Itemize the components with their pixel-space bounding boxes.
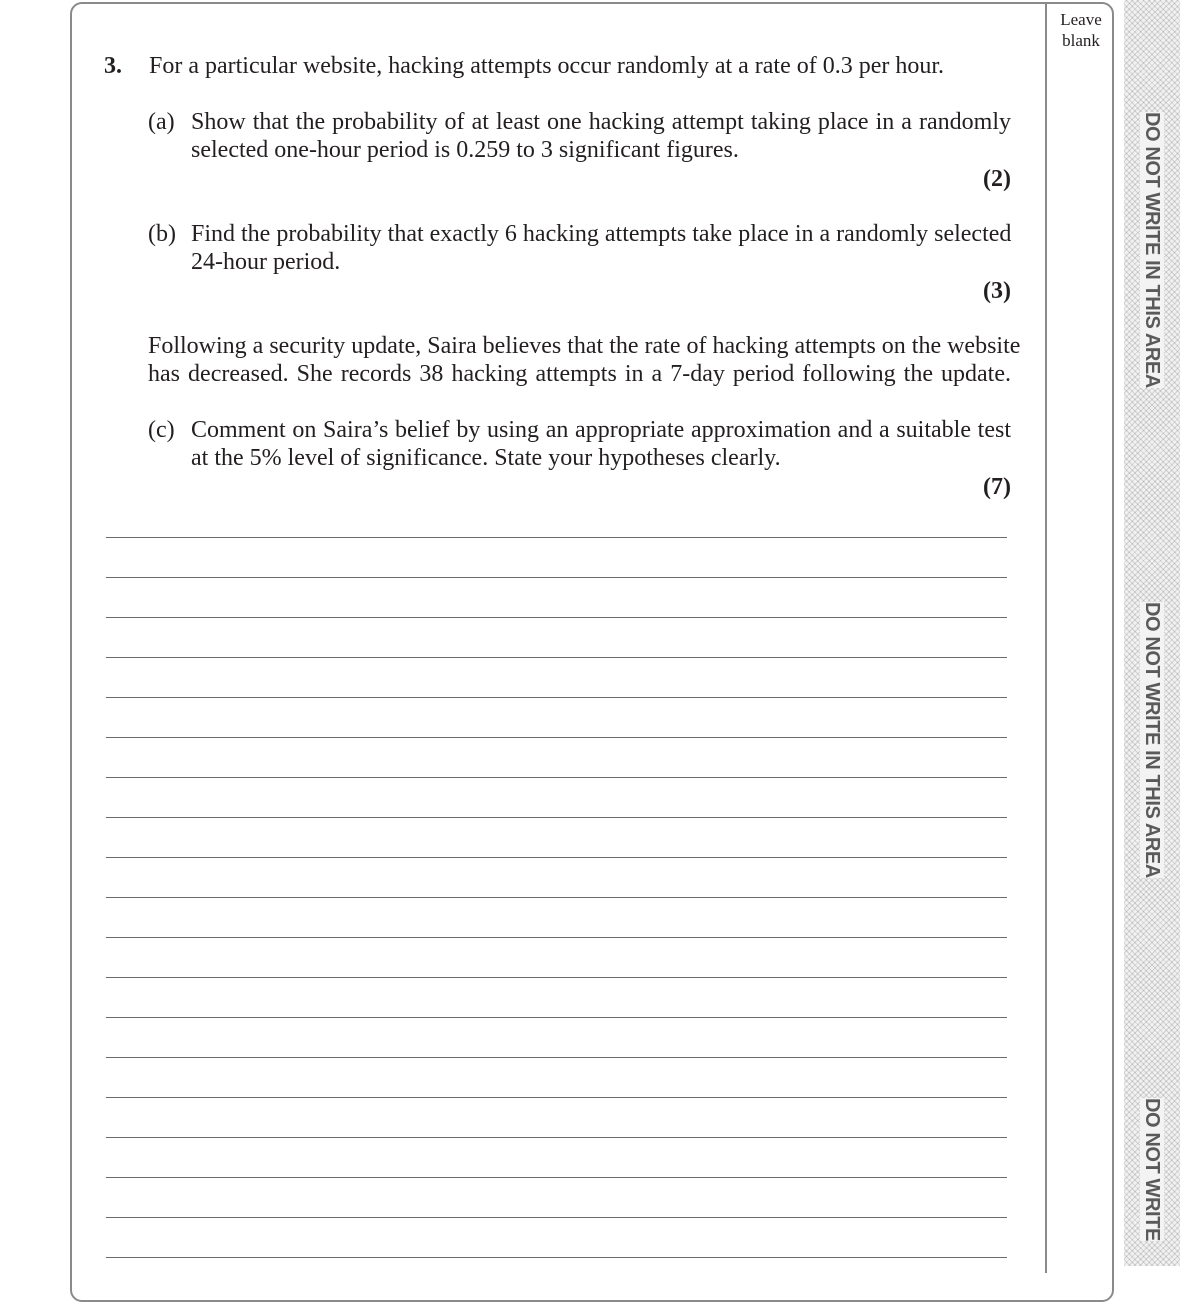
part-a-marks: (2): [983, 166, 1011, 192]
answer-line[interactable]: [106, 537, 1007, 538]
part-b-text: [191, 220, 1011, 276]
answer-line[interactable]: [106, 977, 1007, 978]
answer-line[interactable]: [106, 737, 1007, 738]
part-a-line: Show that the probability of at least one hacking attempt taking place in a randomly: [191, 109, 1011, 135]
part-b-line: 24-hour period.: [191, 249, 341, 275]
leave-blank-label: [1050, 9, 1112, 51]
answer-line[interactable]: [106, 1257, 1007, 1258]
part-c-marks: (7): [983, 474, 1011, 500]
answer-line[interactable]: [106, 617, 1007, 618]
answer-line[interactable]: [106, 897, 1007, 898]
part-b-marks: (3): [983, 278, 1011, 304]
answer-line[interactable]: [106, 937, 1007, 938]
answer-line[interactable]: [106, 817, 1007, 818]
answer-line[interactable]: [106, 1217, 1007, 1218]
context-paragraph: [148, 332, 1021, 388]
margin-divider: [1045, 3, 1047, 1273]
do-not-write-warning: DO NOT WRITE IN THIS AREA: [1141, 112, 1163, 388]
part-b-line: Find the probability that exactly 6 hacking attempts take place in a randomly selected: [191, 221, 1012, 247]
answer-line[interactable]: [106, 1097, 1007, 1098]
answer-line[interactable]: [106, 1017, 1007, 1018]
part-b-label: (b): [148, 221, 176, 247]
part-c-label: (c): [148, 417, 175, 443]
answer-line[interactable]: [106, 1137, 1007, 1138]
question-number: 3.: [104, 53, 122, 79]
part-a-line: selected one-hour period is 0.259 to 3 significant figures.: [191, 137, 739, 163]
answer-line[interactable]: [106, 1177, 1007, 1178]
leave-blank-line2: blank: [1062, 31, 1100, 50]
answer-line[interactable]: [106, 1057, 1007, 1058]
page-frame: [70, 2, 1114, 1302]
part-c-line: Comment on Saira’s belief by using an appropriate approximation and a suitable test: [191, 417, 1011, 443]
answer-line[interactable]: [106, 577, 1007, 578]
context-line: has decreased. She records 38 hacking attempts in a 7-day period following the update.: [148, 361, 1011, 387]
leave-blank-line1: Leave: [1060, 10, 1102, 29]
do-not-write-warning: DO NOT WRITE IN THIS AREA: [1141, 602, 1163, 878]
part-c-text: [191, 416, 1011, 472]
answer-line[interactable]: [106, 857, 1007, 858]
part-a-text: [191, 108, 1011, 164]
do-not-write-warning: DO NOT WRITE: [1141, 1098, 1163, 1241]
context-line: Following a security update, Saira believes that the rate of hacking attempts on the website: [148, 333, 1021, 359]
answer-line[interactable]: [106, 657, 1007, 658]
part-a-label: (a): [148, 109, 175, 135]
question-stem: For a particular website, hacking attempts occur randomly at a rate of 0.3 per hour.: [149, 53, 945, 79]
answer-line[interactable]: [106, 777, 1007, 778]
answer-line[interactable]: [106, 697, 1007, 698]
part-c-line: at the 5% level of significance. State your hypotheses clearly.: [191, 445, 781, 471]
